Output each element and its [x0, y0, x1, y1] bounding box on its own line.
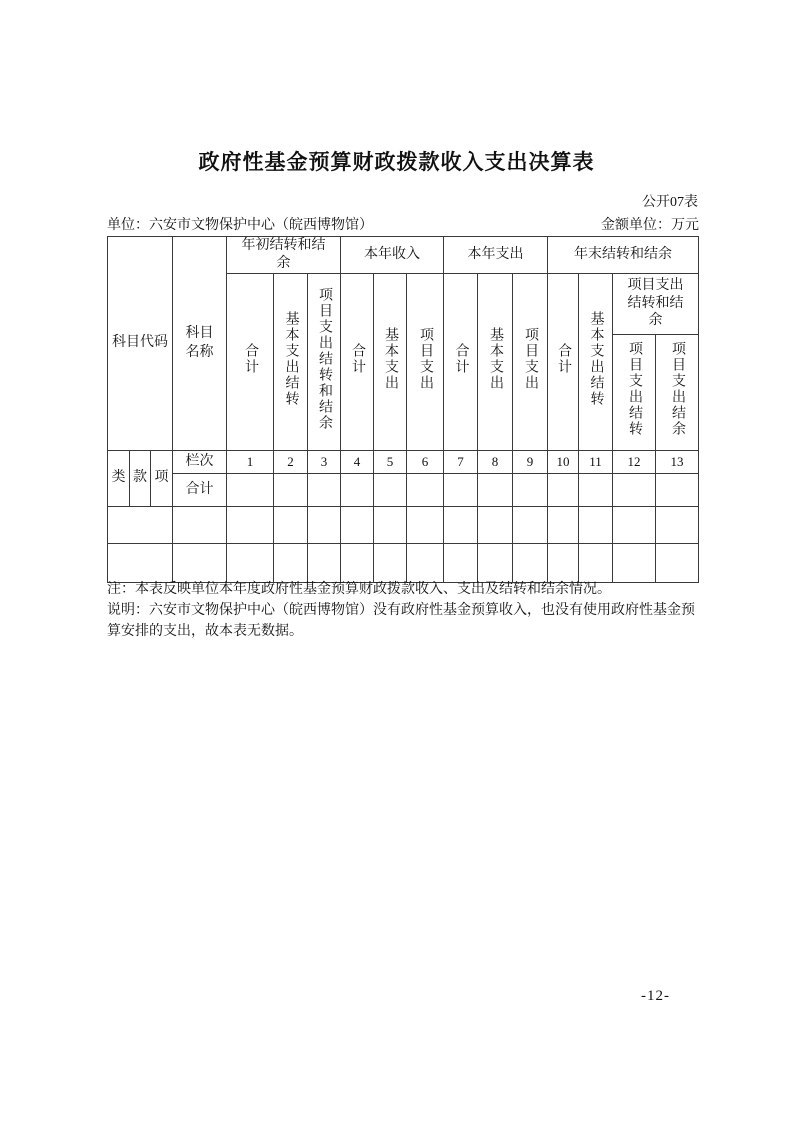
col-header-cell: [548, 274, 579, 451]
col-header-cell: [308, 274, 341, 451]
col-header-cell: [613, 335, 656, 451]
col-header-cell: [374, 274, 407, 451]
data-cell: [478, 474, 513, 507]
expense-total-label: 合计: [453, 342, 469, 375]
empty-cell: [613, 507, 656, 544]
lanci-label: 栏次: [173, 451, 227, 474]
col-number-cell: 11: [579, 451, 613, 474]
note-line: 注：本表反映单位本年度政府性基金预算财政拨款收入、支出及结转和结余情况。: [107, 582, 611, 597]
empty-cell: [227, 507, 274, 544]
empty-cell: [374, 507, 407, 544]
subject-name-header: [173, 237, 227, 451]
col-number-cell: 5: [374, 451, 407, 474]
empty-cell: [478, 507, 513, 544]
col-header-cell: [227, 274, 274, 451]
empty-cell: [513, 544, 548, 583]
expense-project-label: 项目支出: [523, 326, 538, 391]
data-cell: [341, 474, 374, 507]
page-title: 政府性基金预算财政拨款收入支出决算表: [198, 150, 595, 174]
empty-cell: [407, 507, 444, 544]
col-number-cell: 3: [308, 451, 341, 474]
col-number-cell: 12: [613, 451, 656, 474]
data-cell: [407, 474, 444, 507]
code-section-header: 款: [130, 451, 151, 507]
empty-cell: [341, 507, 374, 544]
col-number-cell: 7: [444, 451, 478, 474]
empty-cell: [274, 507, 308, 544]
empty-cell: [579, 507, 613, 544]
code-item-header: 项: [151, 451, 173, 507]
empty-cell: [613, 544, 656, 583]
empty-cell: [548, 544, 579, 583]
data-cell: [513, 474, 548, 507]
col-header-cell: [341, 274, 374, 451]
col-header-cell: [478, 274, 513, 451]
col-number-cell: 4: [341, 451, 374, 474]
data-cell: [548, 474, 579, 507]
empty-cell: [444, 507, 478, 544]
page-number: -12-: [641, 988, 670, 1004]
col-number-cell: 8: [478, 451, 513, 474]
col-number-cell: 6: [407, 451, 444, 474]
end-project-balance-label: 项目支出结余: [670, 341, 685, 438]
income-total-label: 合计: [350, 342, 365, 375]
end-project-subgroup-header: [613, 274, 699, 335]
blank-row: [108, 507, 699, 544]
empty-cell: [513, 507, 548, 544]
empty-cell: [656, 544, 699, 583]
empty-cell: [374, 544, 407, 583]
col-header-cell: [274, 274, 308, 451]
empty-cell: [341, 544, 374, 583]
col-number-cell: 2: [274, 451, 308, 474]
amount-unit-label: 金额单位：万元: [601, 218, 699, 233]
empty-code-cell: [108, 544, 173, 583]
subject-name-label: 科目名称: [185, 325, 214, 360]
group-year-expense-header: 本年支出: [444, 237, 548, 274]
empty-cell: [274, 544, 308, 583]
empty-name-cell: [173, 507, 227, 544]
empty-cell: [478, 544, 513, 583]
group-begin-balance-header: [227, 237, 341, 274]
group-end-balance-header: 年末结转和结余: [548, 237, 699, 274]
empty-cell: [444, 544, 478, 583]
col-header-cell: [656, 335, 699, 451]
empty-cell: [308, 507, 341, 544]
empty-cell: [579, 544, 613, 583]
end-project-subgroup-label: 项目支出结转和结余: [627, 278, 684, 329]
subject-code-header: 科目代码: [108, 237, 173, 451]
col-number-cell: 1: [227, 451, 274, 474]
col-number-cell: 13: [656, 451, 699, 474]
income-project-label: 项目支出: [418, 326, 433, 391]
footnotes: [107, 579, 703, 642]
col-header-cell: [444, 274, 478, 451]
form-number: 公开07表: [642, 195, 698, 210]
empty-cell: [656, 507, 699, 544]
column-number-row: [108, 451, 699, 474]
meta-row: [107, 214, 699, 234]
end-total-label: 合计: [556, 342, 571, 375]
begin-basic-carryover-label: 基本支出结转: [283, 310, 299, 407]
end-project-carryover-label: 项目支出结转: [627, 341, 642, 438]
unit-label: 单位：六安市文物保护中心（皖西博物馆）: [107, 218, 373, 233]
code-class-header: 类: [108, 451, 130, 507]
col-header-cell: [407, 274, 444, 451]
blank-row: [108, 544, 699, 583]
empty-code-cell: [108, 507, 173, 544]
col-header-cell: [513, 274, 548, 451]
data-cell: [227, 474, 274, 507]
empty-cell: [548, 507, 579, 544]
col-header-cell: [579, 274, 613, 451]
remark-line: 说明：六安市文物保护中心（皖西博物馆）没有政府性基金预算收入，也没有使用政府性基金预算安排的支出，故本表无数据。: [107, 603, 695, 639]
begin-total-label: 合计: [243, 342, 258, 375]
total-row-label: 合计: [173, 474, 227, 507]
begin-project-carryover-label: 项目支出结转和结余: [317, 286, 332, 431]
empty-cell: [407, 544, 444, 583]
data-cell: [374, 474, 407, 507]
table-wrapper: [107, 236, 699, 583]
total-row: [108, 474, 699, 507]
end-basic-carryover-label: 基本支出结转: [588, 310, 604, 407]
income-basic-label: 基本支出: [383, 326, 398, 391]
data-cell: [579, 474, 613, 507]
fund-budget-table: [107, 236, 699, 583]
data-cell: [444, 474, 478, 507]
data-cell: [274, 474, 308, 507]
group-begin-balance-label: 年初结转和结余: [241, 238, 326, 271]
empty-cell: [227, 544, 274, 583]
data-cell: [656, 474, 699, 507]
group-year-income-header: 本年收入: [341, 237, 444, 274]
data-cell: [308, 474, 341, 507]
expense-basic-label: 基本支出: [488, 326, 503, 391]
col-number-cell: 10: [548, 451, 579, 474]
col-number-cell: 9: [513, 451, 548, 474]
group-header-row: [108, 237, 699, 274]
data-cell: [613, 474, 656, 507]
empty-cell: [308, 544, 341, 583]
empty-name-cell: [173, 544, 227, 583]
